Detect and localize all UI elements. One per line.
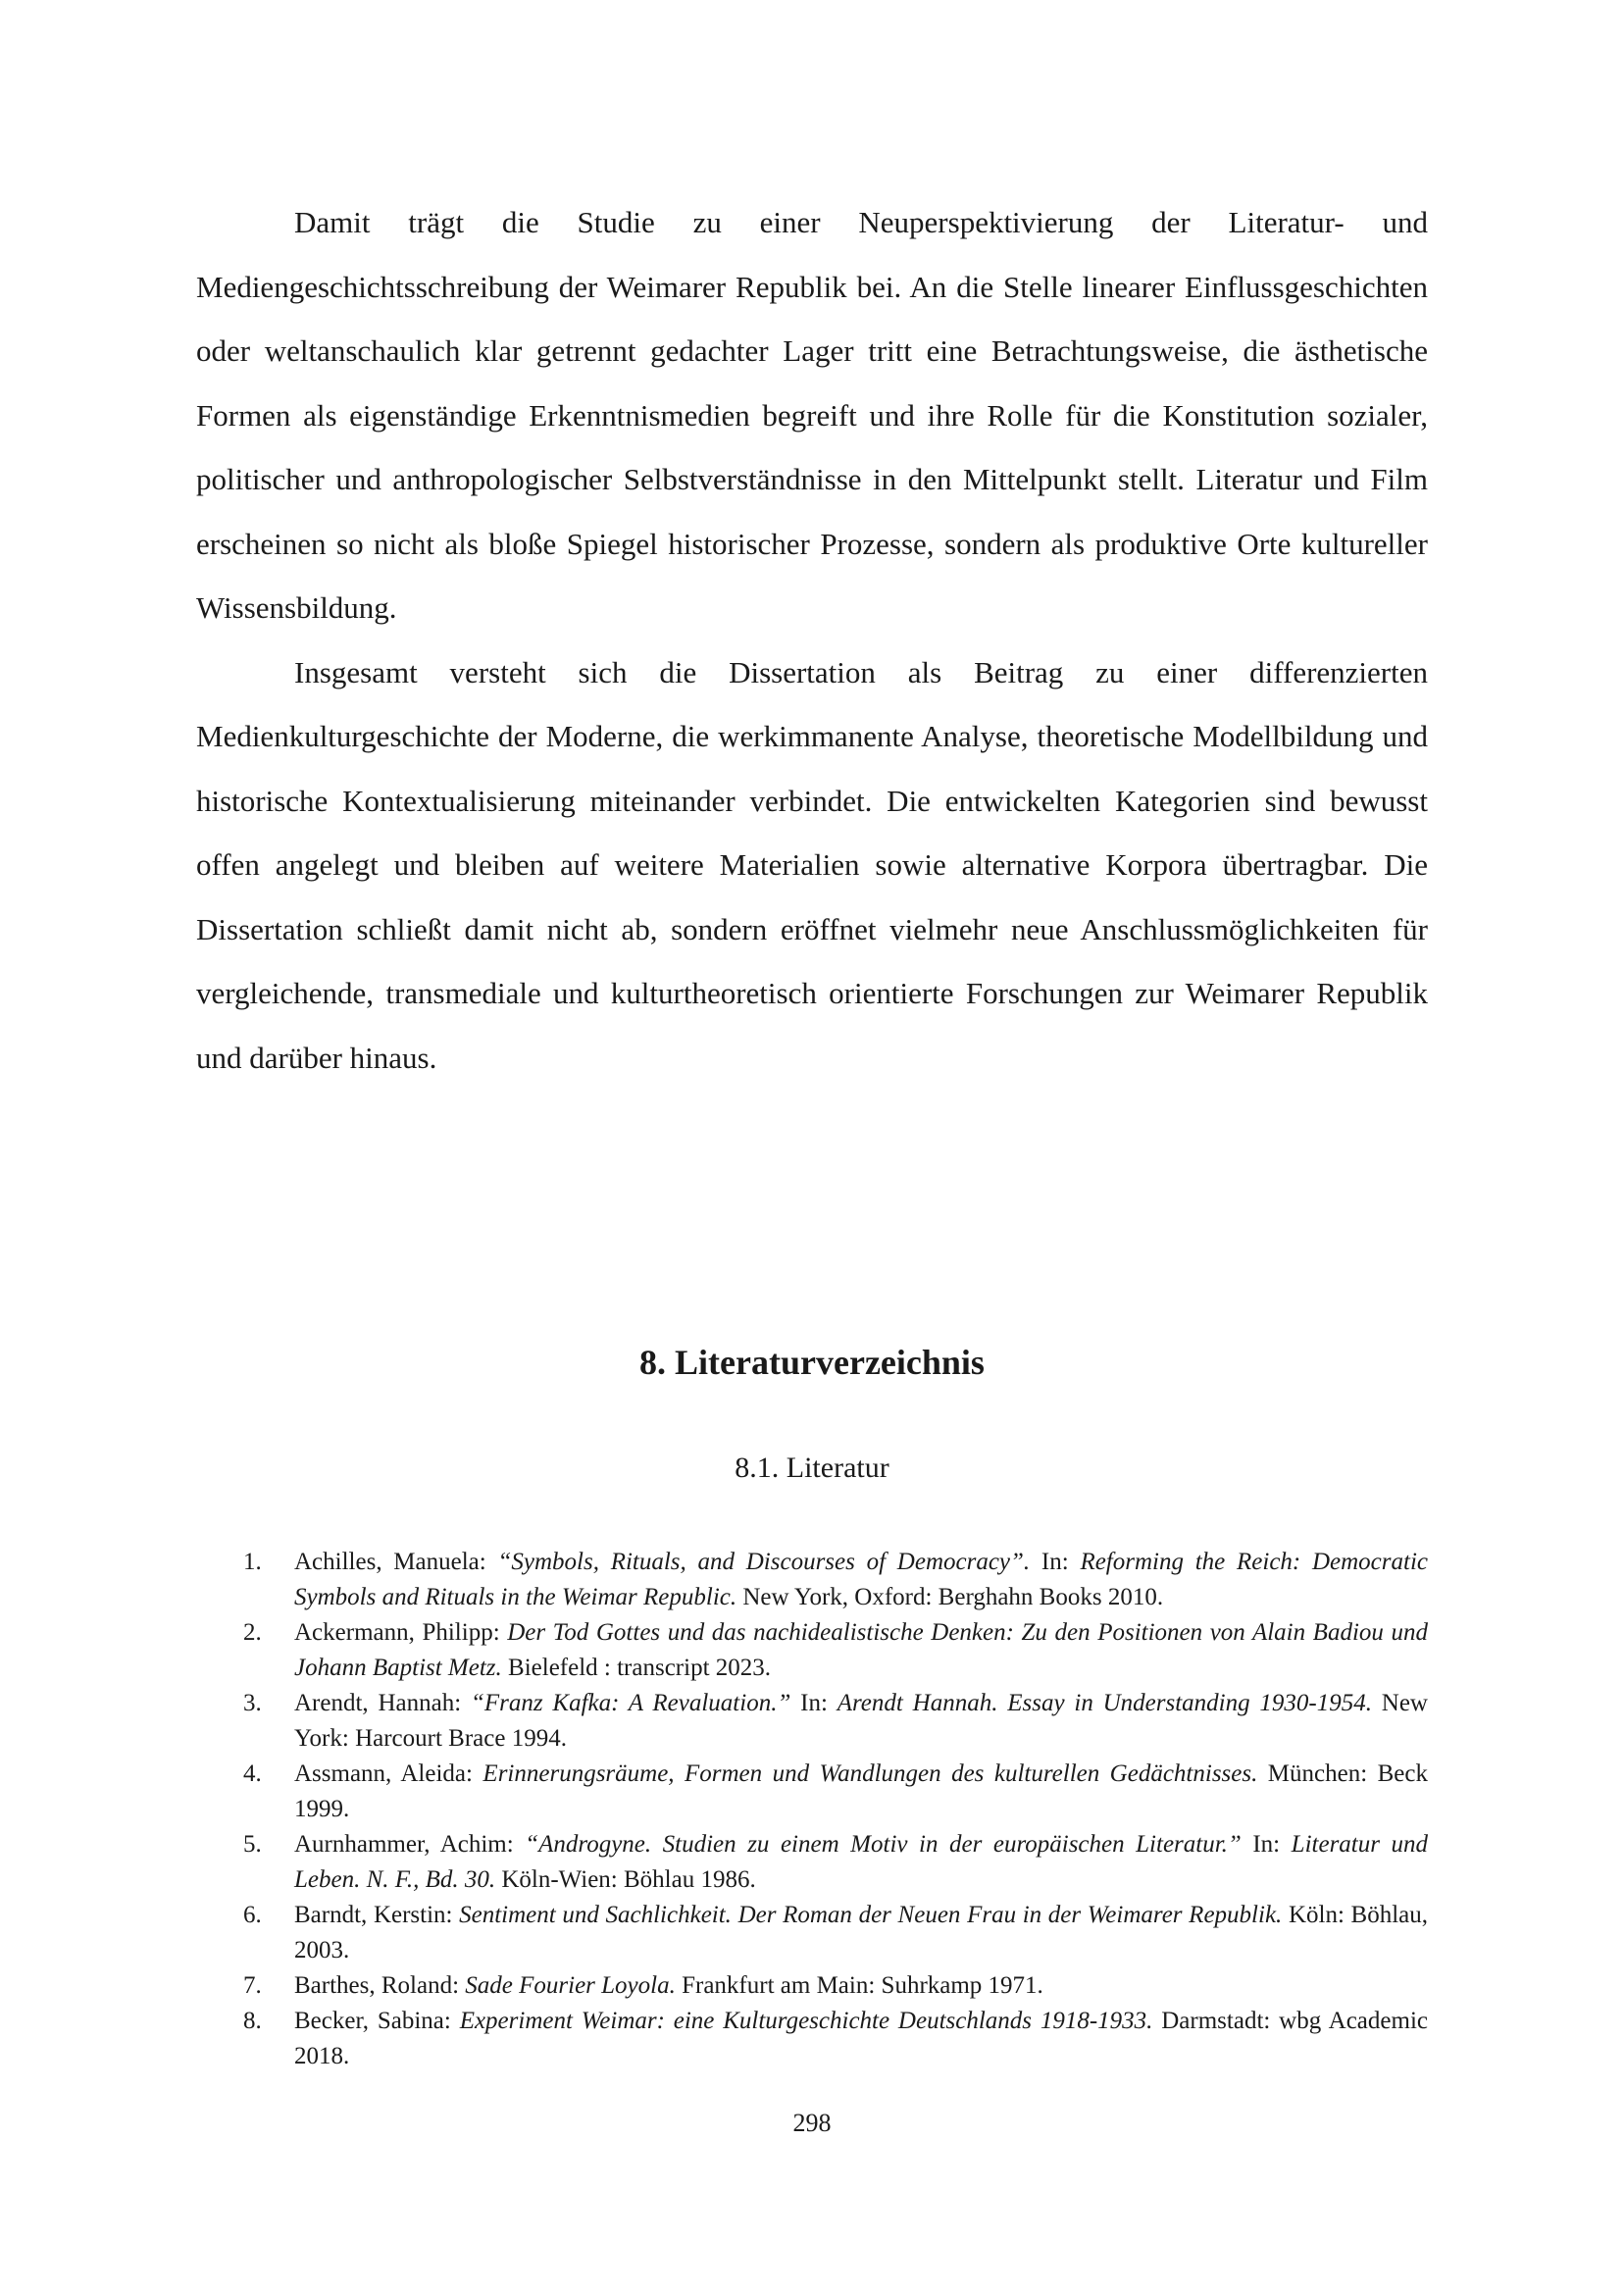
entry-number: 3. [243, 1690, 262, 1716]
bibliography-list [196, 1545, 1428, 2074]
page-number: 298 [792, 2109, 832, 2137]
entry-number: 7. [243, 1972, 262, 1999]
entry-publication: Köln: Böhlau, 2003. [294, 1902, 1429, 1963]
entry-author: Arendt, Hannah: [294, 1690, 471, 1716]
entry-in: In: [790, 1690, 837, 1716]
entry-title: “Androgyne. Studien zu einem Motiv in der europäischen Literatur.” [525, 1831, 1242, 1858]
entry-title: “Symbols, Rituals, and Discourses of Democracy”. [497, 1549, 1031, 1575]
entry-author: Becker, Sabina: [294, 2008, 460, 2034]
body-text [196, 190, 1428, 1090]
entry-publication: Köln-Wien: Böhlau 1986. [495, 1866, 756, 1893]
chapter-heading: 8. Literaturverzeichnis [639, 1343, 985, 1382]
entry-title: Sade Fourier Loyola. [465, 1972, 676, 1999]
entry-title: Sentiment und Sachlichkeit. Der Roman der Neuen Frau in der Weimarer Republik. [459, 1902, 1283, 1928]
bibliography-entry [196, 1615, 1428, 1686]
entry-title: Der Tod Gottes und das nachidealistische Denken: Zu den Positionen von Alain Badiou und Johann Baptist Metz. [294, 1619, 1428, 1681]
entry-number: 5. [243, 1831, 262, 1858]
bibliography-entry [196, 1827, 1428, 1898]
entry-author: Ackermann, Philipp: [294, 1619, 508, 1646]
bibliography-entry [196, 1686, 1428, 1757]
entry-container: Literatur und Leben. N. F., Bd. 30. [294, 1831, 1428, 1893]
entry-number: 1. [243, 1549, 262, 1575]
entry-title: Erinnerungsräume, Formen und Wandlungen des kulturellen Gedächtnisses. [482, 1760, 1258, 1787]
paragraph: Damit trägt die Studie zu einer Neuperspektivierung der Literatur- und Mediengeschichtsschreibung der Weimarer Republik bei. An die Stelle linearer Einflussgeschichten oder weltanschaulich klar getrennt gedachter Lager tritt eine Betrachtungsweise, die ästhetische Formen als eigenständige Erkenntnismedien begreift und ihre Rolle für die Konstitution sozialer, politischer und anthropologischer Selbstverständnisse in den Mittelpunkt stellt. Literatur und Film erscheinen so nicht als bloße Spiegel historischer Prozesse, sondern als produktive Orte kultureller Wissensbildung. [196, 205, 1428, 625]
entry-number: 8. [243, 2008, 262, 2034]
entry-container: Reforming the Reich: Democratic Symbols and Rituals in the Weimar Republic. [294, 1549, 1428, 1610]
entry-in: In: [1241, 1831, 1292, 1858]
bibliography-entry [196, 2004, 1428, 2074]
entry-title: Experiment Weimar: eine Kulturgeschichte Deutschlands 1918-1933. [459, 2008, 1153, 2034]
entry-author: Barthes, Roland: [294, 1972, 466, 1999]
entry-publication: Frankfurt am Main: Suhrkamp 1971. [675, 1972, 1043, 1999]
entry-author: Achilles, Manuela: [294, 1549, 498, 1575]
entry-publication: Darmstadt: wbg Academic 2018. [294, 2008, 1428, 2069]
entry-in: In: [1030, 1549, 1081, 1575]
entry-title: “Franz Kafka: A Revaluation.” [470, 1690, 791, 1716]
bibliography-entry [196, 1545, 1428, 1615]
entry-publication: München: Beck 1999. [294, 1760, 1428, 1822]
bibliography-entry [196, 1968, 1428, 2004]
entry-author: Aurnhammer, Achim: [294, 1831, 526, 1858]
bibliography-entry [196, 1757, 1428, 1827]
entry-number: 6. [243, 1902, 262, 1928]
entry-number: 2. [243, 1619, 262, 1646]
entry-publication: New York: Harcourt Brace 1994. [294, 1690, 1428, 1752]
bibliography-entry [196, 1898, 1428, 1968]
section-heading: 8.1. Literatur [735, 1452, 889, 1484]
entry-publication: New York, Oxford: Berghahn Books 2010. [736, 1584, 1164, 1610]
entry-container: Arendt Hannah. Essay in Understanding 1930-1954. [837, 1690, 1372, 1716]
entry-author: Barndt, Kerstin: [294, 1902, 460, 1928]
paragraph: Insgesamt versteht sich die Dissertation als Beitrag zu einer differenzierten Medienkulturgeschichte der Moderne, die werkimmanente Analyse, theoretische Modellbildung und historische Kontextualisierung miteinander verbindet. Die entwickelten Kategorien sind bewusst offen angelegt und bleiben auf weitere Materialien sowie alternative Korpora übertragbar. Die Dissertation schließt damit nicht ab, sondern eröffnet vielmehr neue Anschlussmöglichkeiten für vergleichende, transmediale und kulturtheoretisch orientierte Forschungen zur Weimarer Republik und darüber hinaus. [196, 654, 1428, 1075]
entry-author: Assmann, Aleida: [294, 1760, 483, 1787]
entry-publication: Bielefeld : transcript 2023. [501, 1655, 772, 1681]
entry-number: 4. [243, 1760, 262, 1787]
